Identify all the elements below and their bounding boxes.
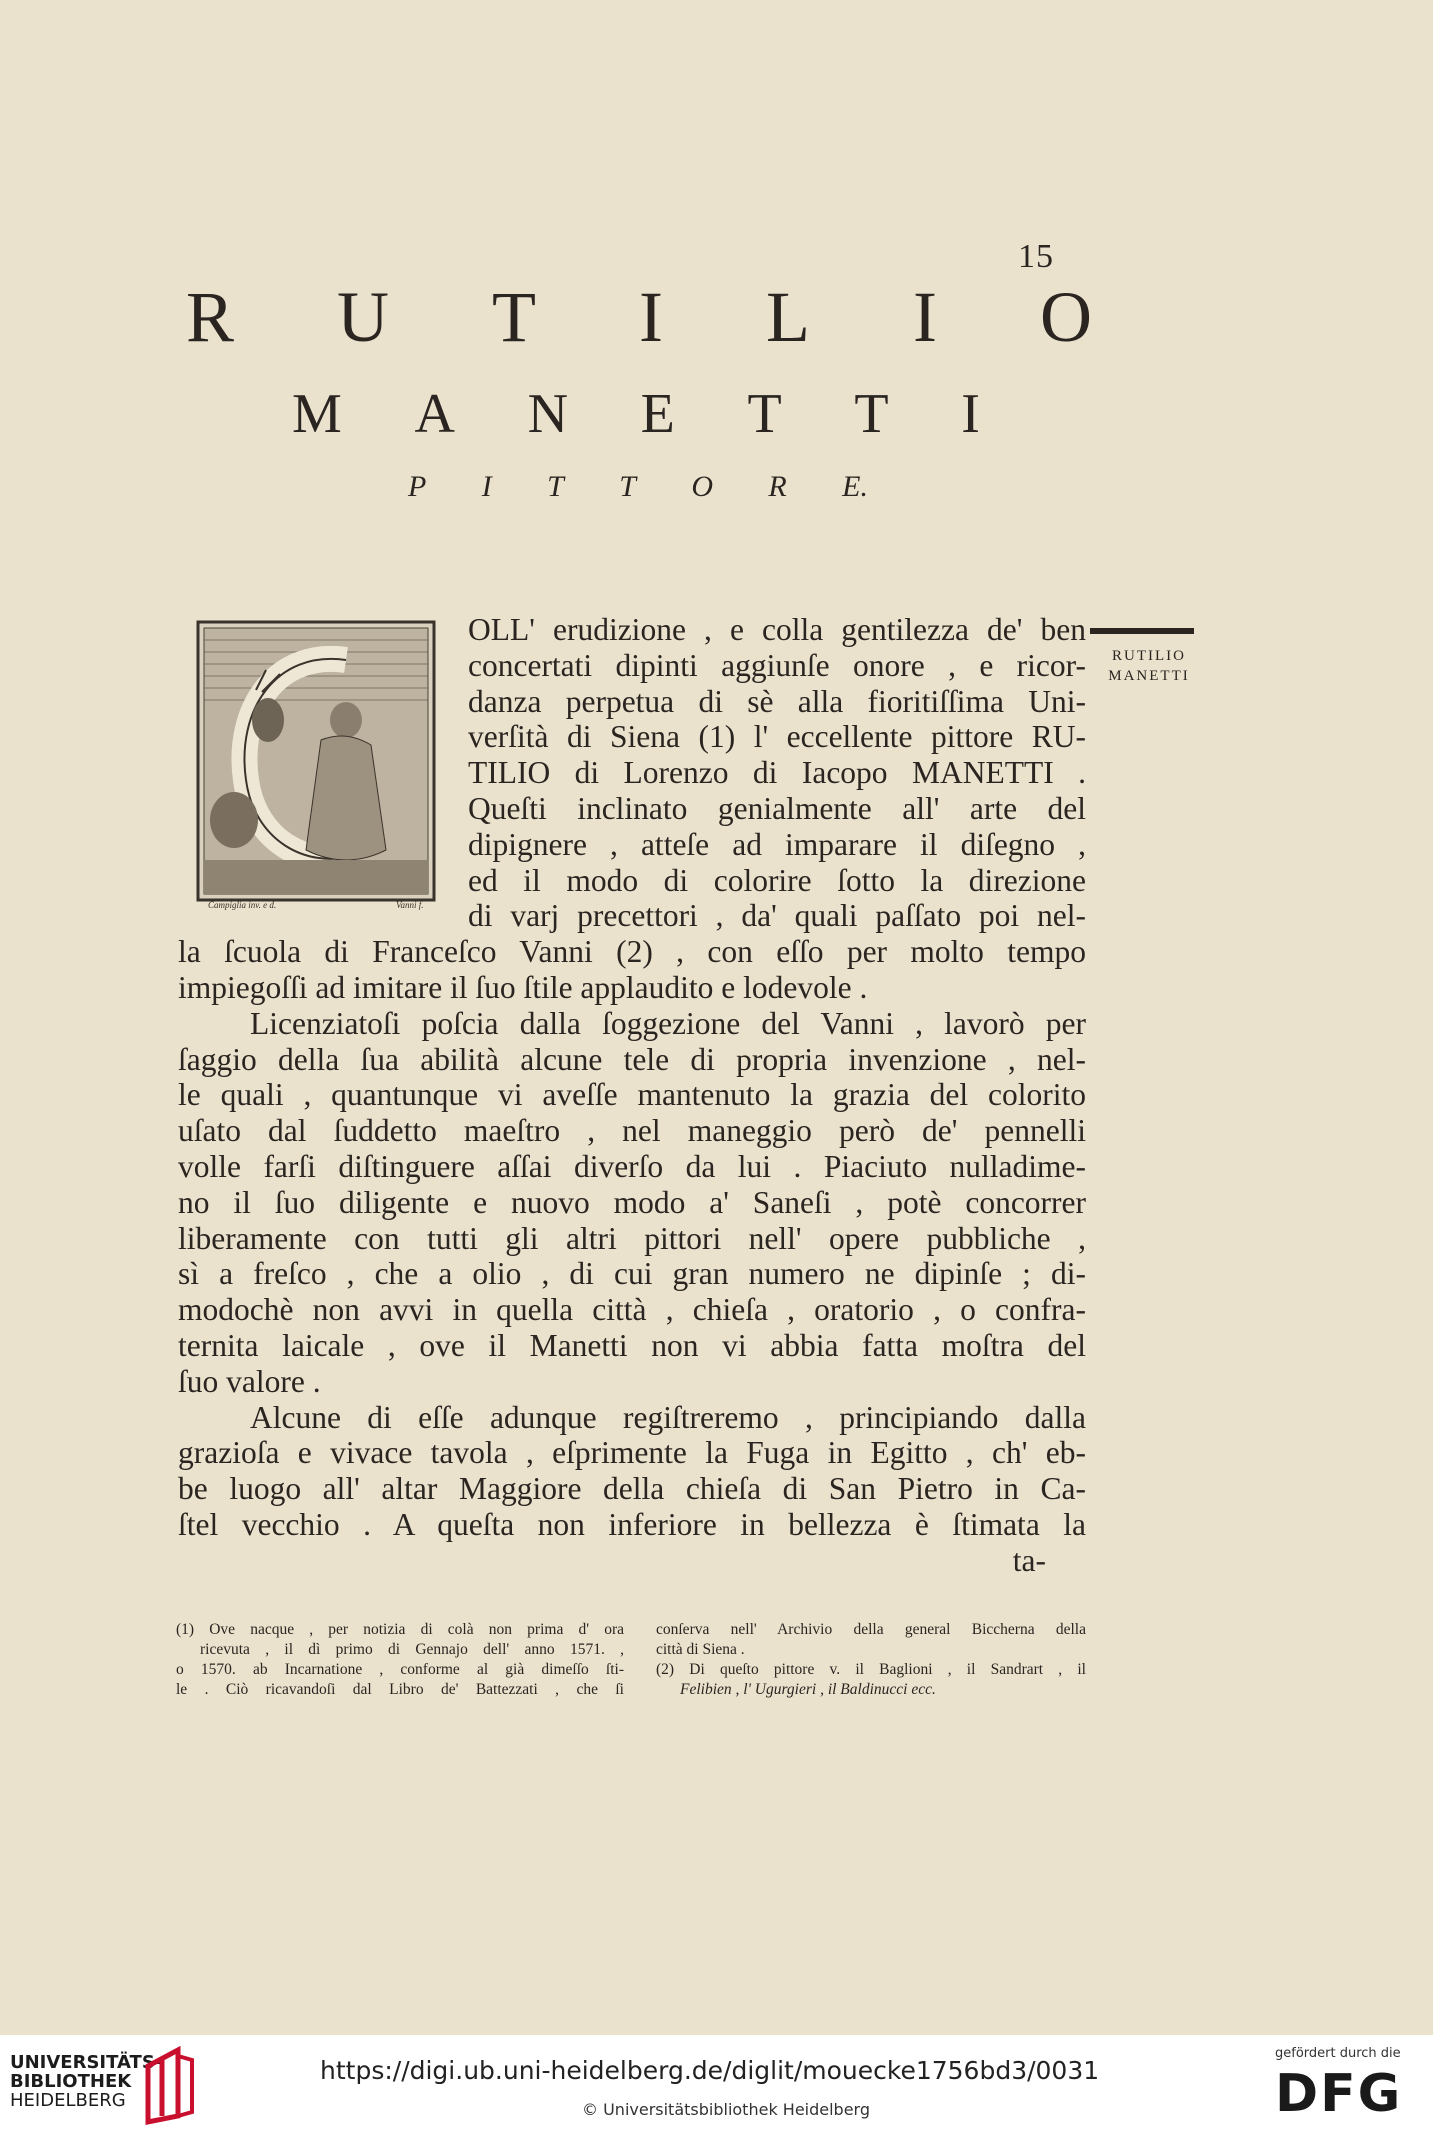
text-line: ternita laicale , ove il Manetti non vi abbia fatta moſtra del [178, 1327, 1086, 1363]
title-letter: R [186, 277, 235, 357]
text-line: verſità di Siena (1) l' eccellente pittore RU- [468, 719, 1086, 755]
text-line: ſaggio della ſua abilità alcune tele di propria invenzione , nel- [178, 1041, 1086, 1077]
text-line: dipignere , atteſe ad imparare il diſegno , [468, 826, 1086, 862]
footnote-line: (2) Di queſto pittore v. il Baglioni , il Sandrart , il [656, 1661, 1086, 1678]
title-letter: O [1039, 277, 1092, 357]
footnote-line: conſerva nell' Archivio della general Biccherna della [656, 1621, 1086, 1638]
text-line: impiegoſſi ad imitare il ſuo ſtile applaudito e lodevole . [178, 969, 868, 1005]
title-letter: E [640, 383, 675, 445]
title-letter: I [481, 470, 492, 503]
text-line: modochè non avvi in quella città , chieſa , oratorio , o confra- [178, 1292, 1086, 1328]
title-letter: L [766, 277, 810, 357]
text-line: Queſti inclinato genialmente all' arte del [468, 790, 1086, 826]
catchword: ta- [1012, 1542, 1046, 1578]
logo-line: HEIDELBERG [10, 2090, 126, 2111]
title-letter: I [912, 277, 937, 357]
title-letter: P [408, 470, 427, 503]
footnote-line: città di Siena . [656, 1641, 745, 1658]
text-line: le quali , quantunque vi aveſſe mantenuto la grazia del colorito [178, 1077, 1086, 1113]
text-line: Licenziatoſi poſcia dalla ſoggezione del Vanni , lavorò per [250, 1005, 1086, 1041]
title-letter: T [619, 470, 636, 503]
title-letter: R [768, 470, 787, 503]
title-line-1 [186, 276, 1092, 359]
logo-line: BIBLIOTHEK [10, 2071, 132, 2092]
initial-caption-left: Campiglia inv. e d. [208, 900, 277, 910]
library-logo-icon[interactable] [138, 2046, 198, 2126]
title-letter: U [337, 277, 390, 357]
footnote-line: le . Ciò ricavandoſi dal Libro de' Battezzati , che ſi [176, 1681, 624, 1698]
title-letter: T [492, 277, 537, 357]
text-line: sì a freſco , che a olio , di cui gran numero ne dipinſe ; di- [178, 1256, 1086, 1292]
title-letter: T [747, 383, 782, 445]
logo-line: UNIVERSITÄTS- [10, 2052, 163, 2073]
title-letter: T [854, 383, 889, 445]
permalink-url[interactable]: https://digi.ub.uni-heidelberg.de/diglit/mouecke1756bd3/0031 [320, 2056, 1100, 2085]
title-letter: O [691, 470, 713, 503]
title-letter: I [639, 277, 663, 357]
text-line: Alcune di eſſe adunque regiſtreremo , principiando dalla [250, 1399, 1086, 1435]
title-letter: M [292, 383, 342, 445]
title-letter: E. [842, 470, 868, 503]
text-line: volle farſi diſtinguere aſſai diverſo da lui . Piaciuto nulladime- [178, 1148, 1086, 1184]
initial-caption-right: Vanni f. [396, 900, 424, 910]
title-letter: A [414, 383, 455, 445]
text-line: di varj precettori , da' quali paſſato poi nel- [468, 898, 1086, 934]
copyright-notice: © Universitätsbibliothek Heidelberg [582, 2100, 871, 2119]
footnote-line: Felibien , l' Ugurgieri , il Baldinucci ecc. [680, 1681, 936, 1698]
footnote-column-right [656, 1620, 1086, 1700]
footnotes [176, 1620, 1086, 1700]
text-line: la ſcuola di Franceſco Vanni (2) , con eſſo per molto tempo [178, 934, 1086, 970]
text-line: concertati dipinti aggiunſe onore , e ricor- [468, 647, 1086, 683]
page-number: 15 [1018, 238, 1054, 275]
text-line: danza perpetua di sè alla fioritiſſima Uni- [468, 683, 1086, 719]
title-line-3 [408, 470, 868, 504]
marginal-note [1094, 628, 1204, 686]
text-line: ſuo valore . [178, 1363, 321, 1399]
sponsor-label: gefördert durch die [1275, 2046, 1401, 2061]
text-line: OLL' erudizione , e colla gentilezza de' ben [468, 612, 1086, 647]
title-letter: T [547, 470, 564, 503]
title-line-2 [292, 382, 980, 446]
footnote-line: (1) Ove nacque , per notizia di colà non prima d' ora [176, 1621, 624, 1638]
title-letter: I [961, 383, 980, 445]
title-letter: N [527, 383, 569, 445]
text-line: no il ſuo diligente e nuovo modo a' Saneſi , potè concorrer [178, 1184, 1086, 1220]
text-line: ed il modo di colorire ſotto la direzione [468, 862, 1086, 898]
dfg-logo[interactable]: DFG [1275, 2064, 1403, 2124]
marginal-note-line: RUTILIO [1112, 648, 1186, 664]
footnote-column-left [176, 1620, 624, 1700]
text-line: grazioſa e vivace tavola , eſprimente la Fuga in Egitto , ch' eb- [178, 1435, 1086, 1471]
footnote-line: ricevuta , il dì primo di Gennajo dell' anno 1571. , [200, 1641, 624, 1658]
marginal-rule [1090, 628, 1194, 634]
text-line: liberamente con tutti gli altri pittori nell' opere pubbliche , [178, 1220, 1086, 1256]
text-line: be luogo all' altar Maggiore della chieſa di San Pietro in Ca- [178, 1471, 1086, 1507]
marginal-note-line: MANETTI [1108, 668, 1190, 684]
main-text [178, 612, 1086, 1579]
text-line: uſato dal ſuddetto maeſtro , nel maneggio però de' pennelli [178, 1113, 1086, 1149]
footnote-line: o 1570. ab Incarnatione , conforme al già dimeſſo ſti- [176, 1661, 624, 1678]
text-line: ſtel vecchio . A queſta non inferiore in bellezza è ſtimata la [178, 1506, 1086, 1542]
footer-bar [0, 2035, 1433, 2138]
text-line: TILIO di Lorenzo di Iacopo MANETTI . [468, 755, 1086, 791]
